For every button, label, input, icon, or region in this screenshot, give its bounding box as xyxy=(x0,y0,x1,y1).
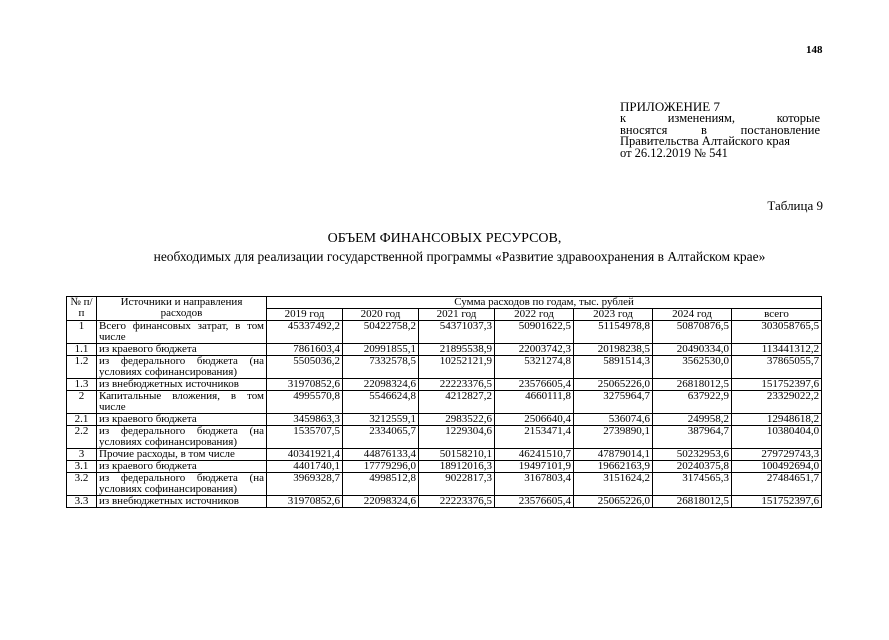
cell-total: 10380404,0 xyxy=(732,426,822,449)
header-year: 2020 год xyxy=(343,309,419,321)
row-source: из федерального бюджета (на условиях софинансирования) xyxy=(97,356,267,379)
cell-value: 249958,2 xyxy=(653,414,732,426)
row-source: из краевого бюджета xyxy=(97,461,267,473)
cell-value: 47879014,1 xyxy=(574,449,653,461)
header-year: 2019 год xyxy=(267,309,343,321)
cell-total: 303058765,5 xyxy=(732,321,822,344)
table-row xyxy=(67,414,822,426)
table-row xyxy=(67,461,822,473)
cell-value: 20991855,1 xyxy=(343,344,419,356)
document-subtitle: необходимых для реализации государственной программы «Развитие здравоохранения в Алтайском крае» xyxy=(153,249,766,264)
cell-value: 3969328,7 xyxy=(267,473,343,496)
row-index: 2.2 xyxy=(67,426,97,449)
cell-value: 9022817,3 xyxy=(419,473,495,496)
cell-value: 536074,6 xyxy=(574,414,653,426)
table-row xyxy=(67,473,822,496)
cell-value: 4401740,1 xyxy=(267,461,343,473)
cell-value: 1229304,6 xyxy=(419,426,495,449)
cell-value: 7332578,5 xyxy=(343,356,419,379)
row-index: 1.3 xyxy=(67,379,97,391)
cell-value: 4998512,8 xyxy=(343,473,419,496)
cell-total: 151752397,6 xyxy=(732,379,822,391)
header-year: 2022 год xyxy=(495,309,574,321)
cell-value: 26818012,5 xyxy=(653,496,732,508)
appendix-line-3: Правительства Алтайского края xyxy=(620,134,790,148)
header-year: 2021 год xyxy=(419,309,495,321)
cell-value: 3562530,0 xyxy=(653,356,732,379)
cell-value: 54371037,3 xyxy=(419,321,495,344)
row-source: из федерального бюджета (на условиях софинансирования) xyxy=(97,426,267,449)
cell-value: 7861603,4 xyxy=(267,344,343,356)
appendix-title: ПРИЛОЖЕНИЕ 7 xyxy=(620,99,720,114)
row-source: из краевого бюджета xyxy=(97,344,267,356)
row-index: 1.2 xyxy=(67,356,97,379)
cell-value: 31970852,6 xyxy=(267,496,343,508)
cell-value: 387964,7 xyxy=(653,426,732,449)
row-index: 3.3 xyxy=(67,496,97,508)
cell-value: 20240375,8 xyxy=(653,461,732,473)
cell-total: 151752397,6 xyxy=(732,496,822,508)
cell-value: 3212559,1 xyxy=(343,414,419,426)
cell-value: 4212827,2 xyxy=(419,391,495,414)
row-index: 3 xyxy=(67,449,97,461)
cell-value: 50901622,5 xyxy=(495,321,574,344)
cell-value: 26818012,5 xyxy=(653,379,732,391)
cell-total: 279729743,3 xyxy=(732,449,822,461)
table-row xyxy=(67,391,822,414)
row-source: из внебюджетных источников xyxy=(97,496,267,508)
row-source: из федерального бюджета (на условиях софинансирования) xyxy=(97,473,267,496)
table-row xyxy=(67,449,822,461)
row-index: 1.1 xyxy=(67,344,97,356)
cell-value: 3275964,7 xyxy=(574,391,653,414)
cell-value: 4660111,8 xyxy=(495,391,574,414)
cell-value: 18912016,3 xyxy=(419,461,495,473)
row-source: из внебюджетных источников xyxy=(97,379,267,391)
table-row xyxy=(67,379,822,391)
header-total: всего xyxy=(732,309,822,321)
cell-total: 113441312,2 xyxy=(732,344,822,356)
cell-value: 22223376,5 xyxy=(419,379,495,391)
header-index: № п/п xyxy=(67,297,97,321)
cell-value: 2153471,4 xyxy=(495,426,574,449)
header-source: Источники и направления расходов xyxy=(97,297,267,321)
row-source: Всего финансовых затрат, в том числе xyxy=(97,321,267,344)
cell-value: 50870876,5 xyxy=(653,321,732,344)
cell-value: 22098324,6 xyxy=(343,496,419,508)
cell-value: 17779296,0 xyxy=(343,461,419,473)
appendix-line-4: от 26.12.2019 № 541 xyxy=(620,145,728,160)
row-index: 2.1 xyxy=(67,414,97,426)
cell-value: 25065226,0 xyxy=(574,496,653,508)
cell-value: 50422758,2 xyxy=(343,321,419,344)
row-source: Прочие расходы, в том числе xyxy=(97,449,267,461)
cell-total: 37865055,7 xyxy=(732,356,822,379)
cell-value: 1535707,5 xyxy=(267,426,343,449)
cell-value: 3167803,4 xyxy=(495,473,574,496)
cell-value: 3459863,3 xyxy=(267,414,343,426)
row-index: 1 xyxy=(67,321,97,344)
cell-value: 19662163,9 xyxy=(574,461,653,473)
cell-value: 50158210,1 xyxy=(419,449,495,461)
page-number: 148 xyxy=(806,44,823,56)
cell-value: 20198238,5 xyxy=(574,344,653,356)
cell-value: 3174565,3 xyxy=(653,473,732,496)
row-index: 2 xyxy=(67,391,97,414)
cell-value: 51154978,8 xyxy=(574,321,653,344)
cell-value: 5321274,8 xyxy=(495,356,574,379)
table-header-row xyxy=(67,297,822,309)
row-index: 3.2 xyxy=(67,473,97,496)
cell-value: 25065226,0 xyxy=(574,379,653,391)
appendix-line-2: вносятся в постановление xyxy=(620,122,820,137)
row-source: Капитальные вложения, в том числе xyxy=(97,391,267,414)
table-row xyxy=(67,496,822,508)
cell-total: 27484651,7 xyxy=(732,473,822,496)
appendix-block xyxy=(620,100,820,159)
cell-value: 31970852,6 xyxy=(267,379,343,391)
cell-value: 10252121,9 xyxy=(419,356,495,379)
cell-value: 2506640,4 xyxy=(495,414,574,426)
cell-value: 3151624,2 xyxy=(574,473,653,496)
cell-value: 5891514,3 xyxy=(574,356,653,379)
cell-value: 2983522,6 xyxy=(419,414,495,426)
cell-value: 21895538,9 xyxy=(419,344,495,356)
cell-value: 46241510,7 xyxy=(495,449,574,461)
cell-value: 23576605,4 xyxy=(495,496,574,508)
cell-value: 2334065,7 xyxy=(343,426,419,449)
appendix-line-1: к изменениям, которые xyxy=(620,111,820,125)
header-year: 2024 год xyxy=(653,309,732,321)
header-sum: Сумма расходов по годам, тыс. рублей xyxy=(267,297,822,309)
cell-value: 45337492,2 xyxy=(267,321,343,344)
row-source: из краевого бюджета xyxy=(97,414,267,426)
cell-total: 100492694,0 xyxy=(732,461,822,473)
financial-resources-table xyxy=(66,296,822,508)
cell-value: 20490334,0 xyxy=(653,344,732,356)
cell-value: 22223376,5 xyxy=(419,496,495,508)
table-row xyxy=(67,321,822,344)
document-title: ОБЪЕМ ФИНАНСОВЫХ РЕСУРСОВ, xyxy=(327,231,562,246)
cell-value: 44876133,4 xyxy=(343,449,419,461)
cell-value: 2739890,1 xyxy=(574,426,653,449)
cell-value: 50232953,6 xyxy=(653,449,732,461)
table-row xyxy=(67,344,822,356)
header-year: 2023 год xyxy=(574,309,653,321)
table-row xyxy=(67,426,822,449)
cell-value: 22098324,6 xyxy=(343,379,419,391)
table-row xyxy=(67,356,822,379)
cell-value: 22003742,3 xyxy=(495,344,574,356)
cell-value: 637922,9 xyxy=(653,391,732,414)
cell-value: 23576605,4 xyxy=(495,379,574,391)
cell-value: 19497101,9 xyxy=(495,461,574,473)
cell-value: 5546624,8 xyxy=(343,391,419,414)
cell-total: 23329022,2 xyxy=(732,391,822,414)
table-label: Таблица 9 xyxy=(767,198,823,213)
cell-value: 40341921,4 xyxy=(267,449,343,461)
row-index: 3.1 xyxy=(67,461,97,473)
cell-value: 5505036,2 xyxy=(267,356,343,379)
cell-total: 12948618,2 xyxy=(732,414,822,426)
cell-value: 4995570,8 xyxy=(267,391,343,414)
